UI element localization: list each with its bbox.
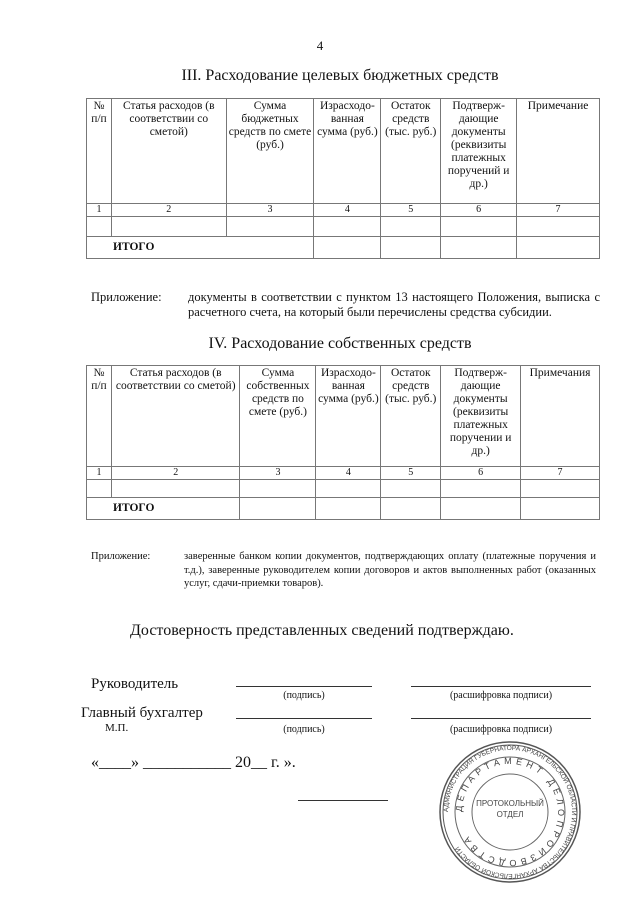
total-label: ИТОГО bbox=[87, 498, 240, 520]
number-cell: 6 bbox=[441, 467, 521, 480]
header-cell: Подтверж-дающие документы (реквизиты платежных поручении и др.) bbox=[441, 366, 521, 467]
header-cell: Примечания bbox=[521, 366, 600, 467]
header-cell: Примечание bbox=[517, 99, 600, 204]
number-cell: 1 bbox=[87, 467, 112, 480]
section4-title: IV. Расходование собственных средств bbox=[208, 335, 472, 352]
appendix-label: Приложение: bbox=[91, 551, 151, 562]
header-cell: Статья расходов (в соответствии со сметой) bbox=[111, 99, 226, 204]
accountant-decoding-line bbox=[411, 718, 591, 719]
appendix-text: заверенные банком копии документов, подтверждающих оплату (платежные поручения и т.д.), заверенные руководителем копии договоров и актов выполненных работ (оказанных услуг, сдачи-приемки товаров). bbox=[184, 551, 596, 589]
header-cell: Остаток средств (тыс. руб.) bbox=[381, 366, 441, 467]
number-cell: 2 bbox=[111, 467, 240, 480]
page-number: 4 bbox=[316, 38, 324, 53]
official-stamp bbox=[430, 740, 590, 885]
table-row bbox=[87, 480, 600, 498]
number-cell: 5 bbox=[381, 204, 441, 217]
section4-table bbox=[86, 365, 600, 520]
signature-caption: (подпись) bbox=[283, 690, 325, 701]
header-cell: Израсходо-ванная сумма (руб.) bbox=[316, 366, 381, 467]
header-cell: Сумма бюджетных средств по смете (руб.) bbox=[226, 99, 314, 204]
appendix-text: документы в соответствии с пунктом 13 настоящего Положения, выписка с расчетного счета, на который были перечислены средства субсидии. bbox=[188, 290, 600, 319]
head-decoding-line bbox=[411, 686, 591, 687]
stamp-inner-text: ДЕПАРТАМЕНТ ДЕЛОПРОИЗВОДСТВА bbox=[453, 755, 567, 869]
section3-title: III. Расходование целевых бюджетных средств bbox=[181, 67, 499, 84]
decoding-caption: (расшифровка подписи) bbox=[449, 724, 553, 735]
number-cell: 7 bbox=[521, 467, 600, 480]
header-cell: № п/п bbox=[87, 99, 112, 204]
section3-table bbox=[86, 98, 600, 259]
extra-signature-line bbox=[298, 800, 388, 801]
stamp-outer-text: АДМИНИСТРАЦИЯ ГУБЕРНАТОРА АРХАНГЕЛЬСКОЙ ОБЛАСТИ И ПРАВИТЕЛЬСТВА АРХАНГЕЛЬСКОЙ ОБЛАСТИ bbox=[442, 744, 578, 880]
stamp-place-label: М.П. bbox=[105, 722, 129, 734]
header-cell: Подтверж-дающие документы (реквизиты платежных поручений и др.) bbox=[441, 99, 517, 204]
date-line: «____» ___________ 20__ г. ». bbox=[91, 754, 296, 771]
number-cell: 5 bbox=[381, 467, 441, 480]
head-signature-line bbox=[236, 686, 372, 687]
header-cell: Статья расходов (в соответствии со сметой) bbox=[111, 366, 240, 467]
accountant-signature-line bbox=[236, 718, 372, 719]
total-row bbox=[87, 498, 600, 520]
decoding-caption: (расшифровка подписи) bbox=[449, 690, 553, 701]
number-cell: 4 bbox=[316, 467, 381, 480]
header-cell: Сумма собственных средств по смете (руб.) bbox=[240, 366, 316, 467]
total-label: ИТОГО bbox=[87, 237, 314, 259]
number-cell: 3 bbox=[240, 467, 316, 480]
number-cell: 1 bbox=[87, 204, 112, 217]
number-cell: 7 bbox=[517, 204, 600, 217]
header-cell: Остаток средств (тыс. руб.) bbox=[381, 99, 441, 204]
head-label: Руководитель bbox=[91, 676, 179, 692]
header-cell: Израсходо-ванная сумма (руб.) bbox=[314, 99, 381, 204]
number-cell: 2 bbox=[111, 204, 226, 217]
appendix-label: Приложение: bbox=[91, 290, 162, 304]
number-cell: 6 bbox=[441, 204, 517, 217]
header-cell: № п/п bbox=[87, 366, 112, 467]
table-row bbox=[87, 217, 600, 237]
stamp-center-text: ПРОТОКОЛЬНЫЙ ОТДЕЛ bbox=[476, 799, 544, 819]
total-row bbox=[87, 237, 600, 259]
number-cell: 3 bbox=[226, 204, 314, 217]
signature-caption: (подпись) bbox=[283, 724, 325, 735]
confirmation-text: Достоверность представленных сведений подтверждаю. bbox=[130, 622, 514, 639]
accountant-label: Главный бухгалтер bbox=[81, 705, 203, 721]
number-cell: 4 bbox=[314, 204, 381, 217]
